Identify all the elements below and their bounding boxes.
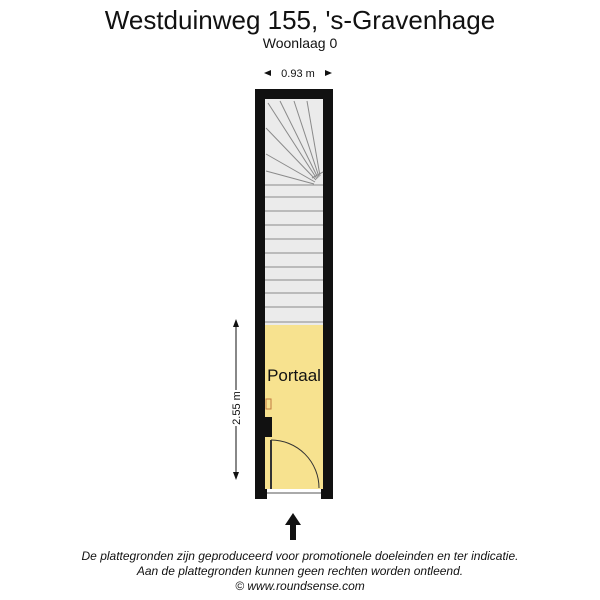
staircase (265, 99, 323, 325)
page-title: Westduinweg 155, 's-Gravenhage (104, 5, 496, 35)
height-dimension (231, 319, 243, 480)
disclaimer (0, 549, 600, 594)
dimension-arrow-right-icon (325, 70, 332, 76)
dimension-arrow-left-icon (264, 70, 271, 76)
disclaimer-line-1: De plattegronden zijn geproduceerd voor promotionele doeleinden en ter indicatie. (81, 549, 519, 563)
cabinet (264, 417, 272, 437)
dimension-arrow-up-icon (233, 319, 239, 327)
entrance-arrow-icon (285, 513, 301, 540)
copyright: © www.roundsense.com (235, 579, 365, 593)
floor-level-label: Woonlaag 0 (262, 35, 338, 51)
disclaimer-line-2: Aan de plattegronden kunnen geen rechten worden ontleend. (136, 564, 464, 578)
width-dimension (264, 68, 332, 80)
room-portaal-label: Portaal (267, 366, 321, 385)
height-dimension-label: 2.55 m (231, 391, 243, 425)
room-portaal (265, 325, 323, 489)
entrance-opening (267, 489, 321, 499)
dimension-arrow-down-icon (233, 472, 239, 480)
width-dimension-label: 0.93 m (281, 68, 315, 80)
